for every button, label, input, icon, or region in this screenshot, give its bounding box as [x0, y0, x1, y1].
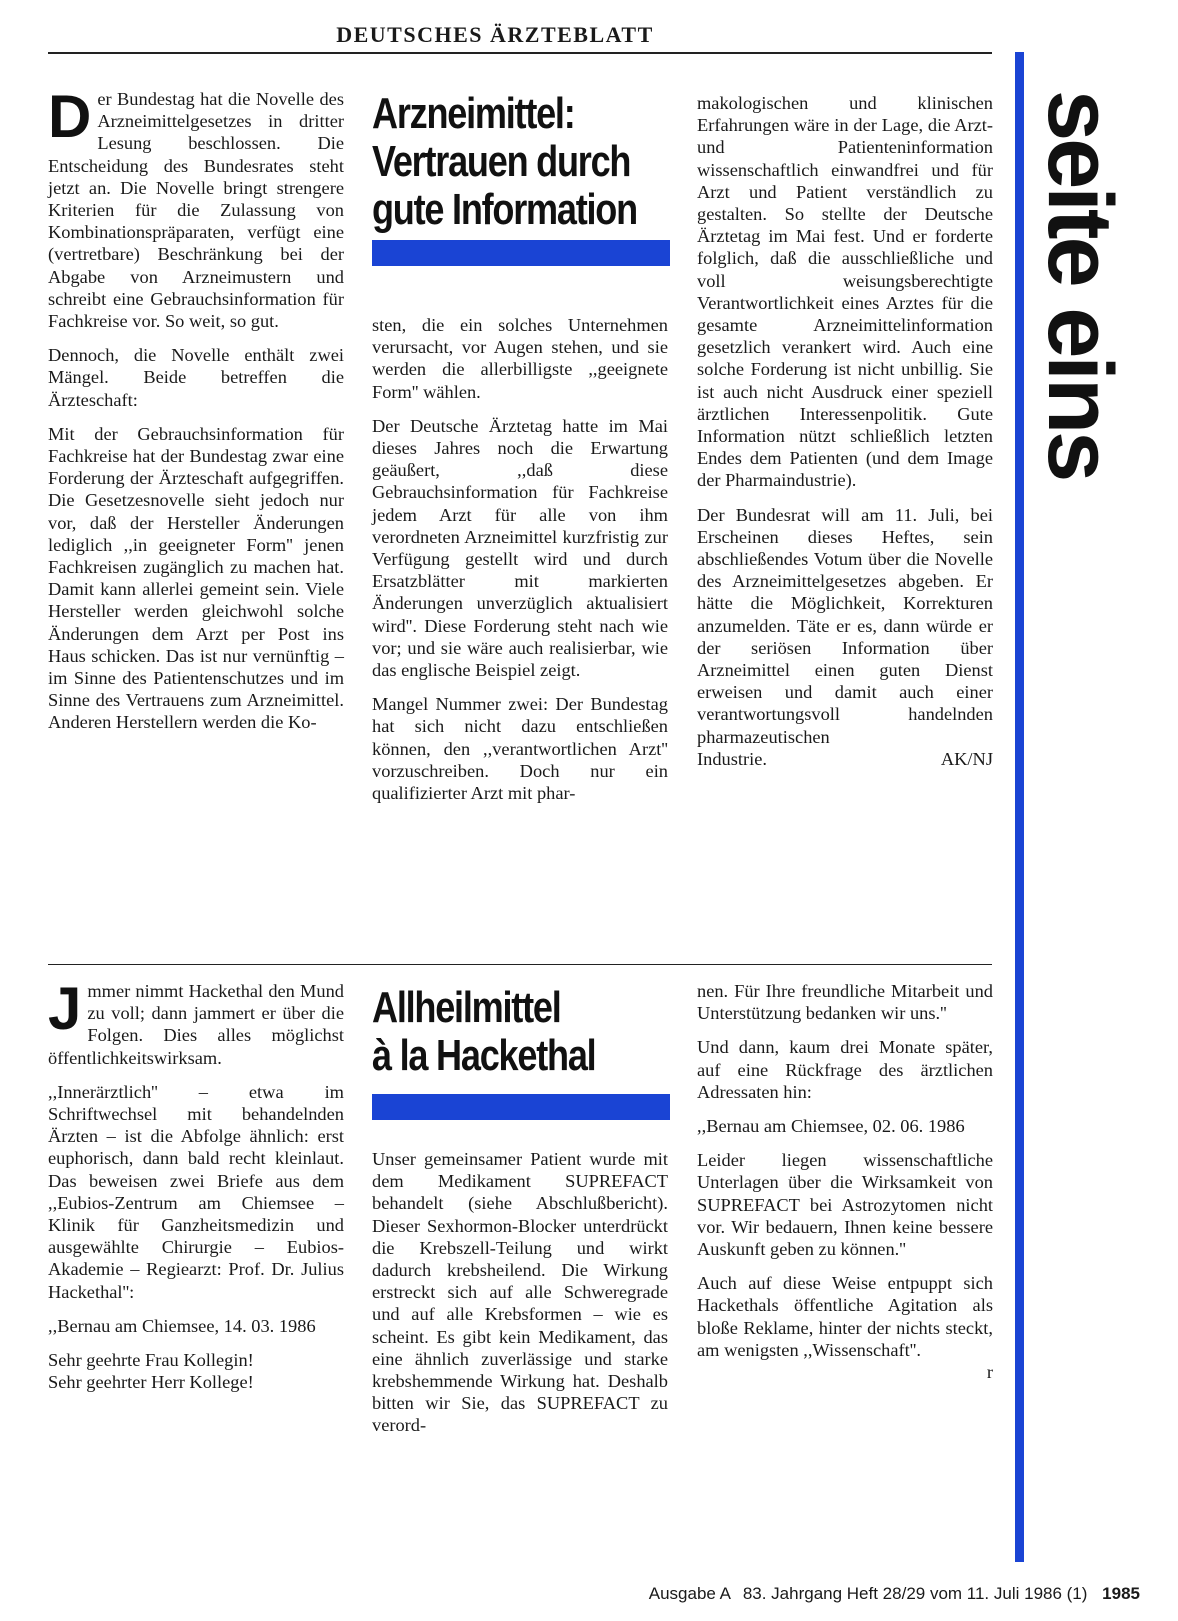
section-label	[1029, 90, 1131, 630]
article2-col1	[48, 975, 344, 1393]
article2-paragraph: Auch auf diese Weise entpuppt sich Hackethals öffentliche Agitation als bloße Reklame, hinter der nichts steckt, am wenigsten ,,Wissenschaft''.	[697, 1273, 993, 1360]
footer-issue: 83. Jahrgang Heft 28/29 vom 11. Juli 1986 (1)	[742, 1584, 1088, 1603]
article1-col2	[372, 314, 668, 816]
article1-paragraph: Der Deutsche Ärztetag hatte im Mai dieses Jahres noch die Erwartung geäußert, ,,daß diese Gebrauchsinformation für Fachkreise jedem Arzt für alle von ihm verordneten Arzneimittel kurzfristig zur Verfügung gestellt wird und durch Ersatzblätter mit markierten Änderungen unverzüglich aktualisiert wird''. Diese Forderung steht nach wie vor; und sie wäre auch realisierbar, wie das englische Beispiel zeigt.	[372, 415, 668, 681]
footer-edition: Ausgabe A	[648, 1584, 731, 1603]
headline-line: Arzneimittel:	[372, 89, 575, 138]
article1-headline-bar	[372, 240, 670, 266]
footer-page-number: 1985	[1102, 1584, 1140, 1603]
article1-paragraph: Mangel Nummer zwei: Der Bundestag hat sich nicht dazu entschließen können, den ,,verantwortlichen Arzt'' vorzuschreiben. Doch nur ein qualifizierter Arzt mit phar-	[372, 694, 668, 804]
middle-rule	[48, 964, 992, 965]
article2-paragraph: nen. Für Ihre freundliche Mitarbeit und Unterstützung bedanken wir uns.''	[697, 981, 993, 1024]
section-label-text: seite eins	[1029, 90, 1131, 480]
article2-headline	[372, 984, 618, 1080]
article1-paragraph: Der Bundesrat will am 11. Juli, bei Erscheinen dieses Heftes, sein abschließendes Votum über die Novelle des Arzneimittelgesetzes abgeben. Er hätte die Möglichkeit, Korrekturen anzumelden. Täte er es, dann würde er der seriösen Information über Arzneimittel einen guten Dienst erweisen und damit auch einer verantwortungsvoll handelnden pharmazeutischen	[697, 504, 993, 747]
footer	[0, 1584, 1140, 1604]
article1-last-line: Industrie.	[697, 748, 767, 769]
article1-paragraph: makologischen und klinischen Erfahrungen wäre in der Lage, die Arzt- und Patienteninformation wissenschaftlich einwandfrei und für Arzt und Patient verständlich zu gestalten. So stellte der Deutsche Ärztetag im Mai fest. Und er forderte folglich, daß die ausschließliche und voll weisungsberechtigte Verantwortlichkeit eines Arztes für die gesamte Arzneimittelinformation gesetzlich verankert wird. Auch eine solche Forderung ist nicht unbillig. Sie ist auch nicht Ausdruck einer speziell ärztlichen Interessenpolitik. Gute Information nützt schließlich letzten Endes dem Patienten (und dem Image der Pharmaindustrie).	[697, 93, 993, 491]
article2-paragraph: ,,Innerärztlich'' – etwa im Schriftwechsel mit behandelnden Ärzten – ist die Abfolge ähnlich: erst euphorisch, dann bald recht kleinlaut. Das beweisen zwei Briefe aus dem ,,Eubios-Zentrum am Chiemsee – Klinik für Ganzheitsmedizin und ausgewählte Chirurgie – Eubios-Akademie – Regiearzt: Prof. Dr. Julius Hackethal'':	[48, 1081, 344, 1302]
article1-paragraph: sten, die ein solches Unternehmen verursacht, vor Augen stehen, und sie werden die allerbilligste ,,geeignete Form'' wählen.	[372, 315, 668, 402]
masthead: DEUTSCHES ÄRZTEBLATT	[336, 22, 654, 47]
article2-paragraph: Und dann, kaum drei Monate später, auf eine Rückfrage des ärztlichen Adressaten hin:	[697, 1037, 993, 1102]
headline-line: Vertrauen durch	[372, 137, 631, 186]
article2-headline-bar	[372, 1094, 670, 1120]
article1-col3	[697, 92, 993, 770]
article2-paragraph: ,,Bernau am Chiemsee, 02. 06. 1986	[697, 1116, 965, 1137]
right-accent-bar	[1015, 52, 1024, 1562]
article1-paragraph: Dennoch, die Novelle enthält zwei Mängel. Beide betreffen die Ärzteschaft:	[48, 345, 344, 410]
article1-signature-line	[697, 748, 993, 770]
article2-col3	[697, 980, 993, 1383]
dropcap: D	[48, 83, 92, 150]
article1-col1	[48, 83, 344, 746]
salutation: Sehr geehrter Herr Kollege!	[48, 1372, 254, 1393]
salutation: Sehr geehrte Frau Kollegin!	[48, 1350, 254, 1371]
article1-headline	[372, 89, 637, 234]
article1-paragraph: Der Bundestag hat die Novelle des Arzneimittelgesetzes in dritter Lesung beschlossen. Die Entscheidung des Bundesrates steht jetzt an. Die Novelle bringt strengere Kriterien für die Zulassung von Kombinationspräparaten, verfügt eine (vertretbare) Beschränkung bei der Abgabe von Arzneimustern und schreibt eine Gebrauchsinformation für Fachkreise vor. So weit, so gut.	[48, 83, 344, 332]
headline-line: Allheilmittel	[372, 983, 561, 1032]
article2-col2	[372, 1148, 668, 1449]
article2-paragraph: ,,Bernau am Chiemsee, 14. 03. 1986	[48, 1315, 316, 1336]
article2-paragraph: Unser gemeinsamer Patient wurde mit dem Medikament SUPREFACT behandelt (siehe Abschlußbericht). Dieser Sexhormon-Blocker unterdrückt die Krebszell-Teilung und wirkt dadurch krebsheilend. Die Wirkung erstreckt sich auf alle Schweregrade und auf alle Krebsformen – wie es scheint. Es gibt kein Medikament, das eine ähnlich zuverlässige und starke krebshemmende Wirkung hat. Deshalb bitten wir Sie, das SUPREFACT zu verord-	[372, 1149, 668, 1436]
article2-signature: r	[986, 1362, 993, 1383]
article1-paragraph: Mit der Gebrauchsinformation für Fachkreise hat der Bundestag zwar eine Forderung der Ärzteschaft aufgegriffen. Die Gesetzesnovelle sieht jedoch nur vor, daß der Hersteller Änderungen lediglich ,,in geeigneter Form'' jenen Fachkreisen zugänglich zu machen hat. Damit kann allerlei gemeint sein. Viele Hersteller werden gleichwohl solche Änderungen dem Arzt per Post ins Haus schicken. Das ist nur vernünftig – im Sinne des Patientenschutzes und im Sinne des Vertrauens zum Arzneimittel. Anderen Herstellern werden die Ko-	[48, 423, 344, 733]
article2-paragraph: Leider liegen wissenschaftliche Unterlagen über die Wirksamkeit von SUPREFACT bei Astrozytomen nicht vor. Wir bedauern, Ihnen keine bessere Auskunft geben zu können.''	[697, 1150, 993, 1260]
article1-signature: AK/NJ	[940, 748, 993, 769]
headline-line: à la Hackethal	[372, 1031, 596, 1080]
headline-line: gute Information	[372, 185, 637, 234]
article2-paragraph: Jmmer nimmt Hackethal den Mund zu voll; dann jammert er über die Folgen. Dies alles möglichst öffentlichkeitswirksam.	[48, 975, 344, 1068]
top-rule	[48, 52, 992, 54]
dropcap: J	[48, 975, 82, 1042]
